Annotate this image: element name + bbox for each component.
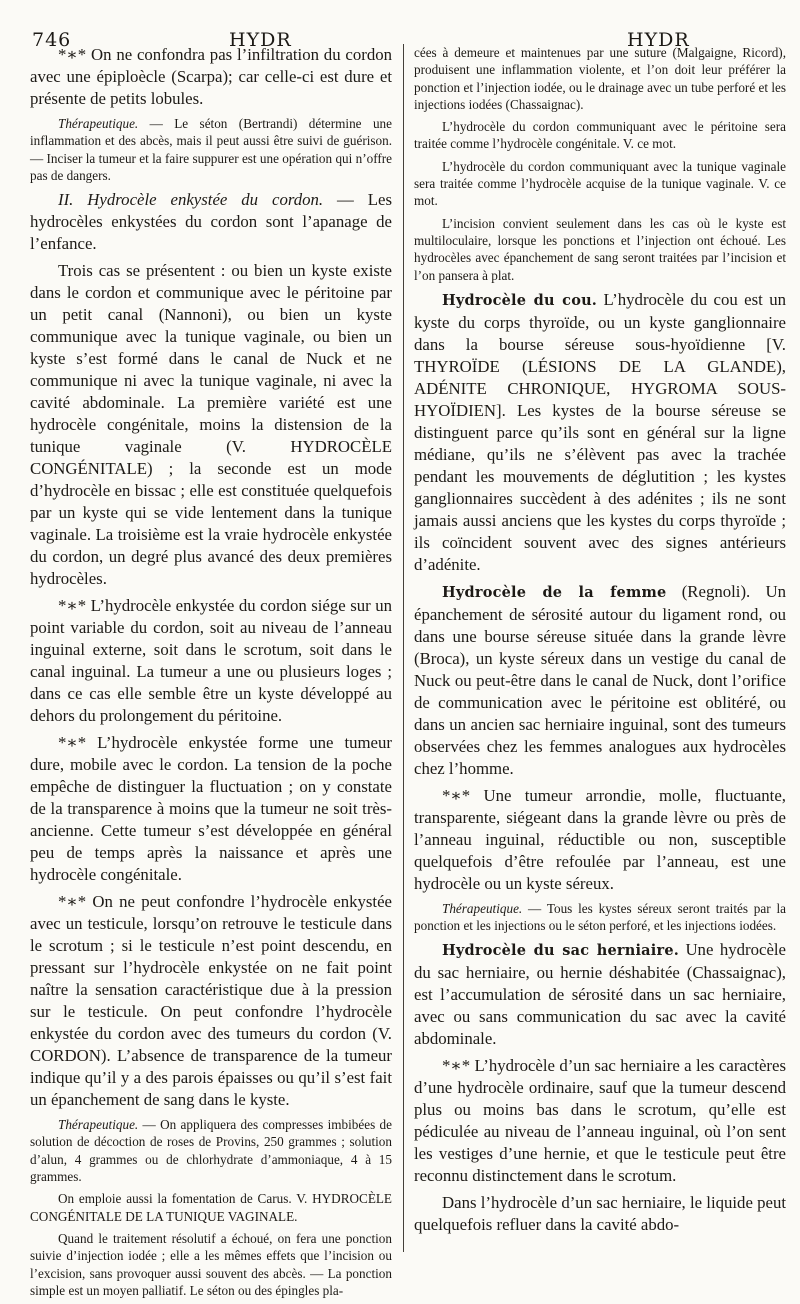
- paragraph: [414, 158, 786, 210]
- paragraph: [414, 289, 786, 576]
- paragraph: [414, 118, 786, 153]
- paragraph-text: — On appliquera des compresses imbibées de solution de décoction de roses de Provins, 250 grammes ; solution d’alun, 4 grammes ou de chlorhydrate d’ammoniaque, 4 à 15 grammes.: [30, 1117, 392, 1185]
- paragraph: [414, 900, 786, 935]
- paragraph-text: *∗* On ne confondra pas l’infiltration du cordon avec une épiploècle (Scarpa); car celle-ci est dure et présente de petits lobules.: [30, 45, 392, 108]
- paragraph-text: Une hydrocèle du sac herniaire, ou hernie déshabitée (Chassaignac), est l’accumulation de sérosité dans un sac herniaire, avec ou sans communication du sac avec la cavité abdominale.: [414, 940, 787, 1049]
- paragraph-text: — Le séton (Bertrandi) détermine une inflammation et des abcès, mais il peut aussi être suivi de guérison.— Inciser la tumeur et la faire suppurer est une opération qui n’offre pas de dangers.: [30, 116, 392, 183]
- paragraph: [30, 189, 392, 255]
- running-header: [24, 14, 786, 51]
- paragraph-text: cées à demeure et maintenues par une suture (Malgaigne, Ricord), produisent une inflammation violente, et l’on doit leur préférer la ponction et l’injection iodée, ou le drainage avec un tube perforé et les injections iodées (Chassaignac).: [414, 45, 786, 112]
- paragraph-text: *∗* L’hydrocèle enkystée forme une tumeur dure, mobile avec le cordon. La tension de la poche empêche de distinguer la fluctuation ; on y constate de la transparence à moins que la tumeur ne soit très-ancienne. Cette tumeur s’est développée en général peu de temps après la naissance et après une hydrocèle congénitale.: [30, 733, 392, 885]
- paragraph-text: Quand le traitement résolutif a échoué, on fera une ponction suivie d’injection iodée ; elle a les mêmes effets que l’incision ou l’excision, sans provoquer aussi souvent des abcès. — La ponction simple est un moyen palliatif. Le séton ou des épingles pla-: [30, 1230, 392, 1298]
- paragraph: [30, 1190, 392, 1225]
- paragraph-text: — Les hydrocèles enkystées du cordon sont l’apanage de l’enfance.: [30, 190, 392, 254]
- section-label: Thérapeutique.: [442, 900, 523, 916]
- paragraph-text: *∗* Une tumeur arrondie, molle, fluctuante, transparente, siégeant dans la grande lèvre ou près de l’anneau inguinal, réductible ou non, susceptible quelquefois d’être refoulée par l’anneau, est une hydrocèle ou un kyste séreux.: [414, 785, 786, 893]
- paragraph: [414, 1192, 786, 1236]
- paragraph: [30, 732, 392, 886]
- paragraph-text: L’hydrocèle du cordon communiquant avec la tunique vaginale sera traitée comme l’hydrocèle acquise de la tunique vaginale. V. ce mot.: [414, 158, 786, 209]
- paragraph: [414, 1055, 786, 1187]
- column-divider: [403, 44, 404, 1252]
- paragraph: [30, 595, 392, 727]
- paragraph: [414, 939, 786, 1050]
- paragraph-text: *∗* L’hydrocèle enkystée du cordon siége sur un point variable du cordon, soit au niveau de l’anneau inguinal externe, soit dans le scrotum, soit dans le canal inguinal. La tumeur a une ou plusieurs loges ; dans ce cas elle semble être un kyste développé au dehors du prolongement du péritoine.: [30, 596, 392, 726]
- header-title-right: HYDR: [627, 29, 690, 51]
- paragraph-text: L’hydrocèle du cou est un kyste du corps thyroïde, ou un kyste ganglionnaire dans la bourse séreuse sous-hyoïdienne [V. THYROÏDE (LÉSIONS DE LA GLANDE), ADÉNITE CHRONIQUE, HYGROMA SOUS-HYOÏDIEN]. Les kystes de la bourse séreuse se distinguent parce qu’ils sont en général sur la ligne médiane, qu’ils ne s’élèvent pas avec la trachée pendant les mouvements de déglutition ; les kystes ganglionnaires succèdent à des adénites ; ils ne sont jamais aussi anciens que les kystes du corps thyroïde ; ils coïncident souvent avec des signes antérieurs d’adénite.: [414, 289, 786, 574]
- paragraph-text: L’incision convient seulement dans les cas où le kyste est multiloculaire, lorsque les ponctions et l’injection ont échoué. Les hydrocèles avec épanchement de sang seront traitées par l’incision et l’on pansera à plat.: [414, 215, 786, 283]
- paragraph: [30, 115, 392, 184]
- section-label: Thérapeutique.: [58, 116, 139, 131]
- paragraph-text: On emploie aussi la fomentation de Carus. V. HYDROCÈLE CONGÉNITALE DE LA TUNIQUE VAGINALE.: [30, 1191, 392, 1224]
- header-title-left: HYDR: [229, 29, 292, 51]
- paragraph: [30, 44, 392, 110]
- paragraph: [30, 260, 392, 590]
- paragraph-text: Dans l’hydrocèle d’un sac herniaire, le liquide peut quelquefois refluer dans la cavité abdo-: [414, 1193, 786, 1235]
- section-label: II. Hydrocèle enkystée du cordon.: [58, 190, 324, 210]
- paragraph-text: Trois cas se présentent : ou bien un kyste existe dans le cordon et communique avec le péritoine par un petit canal (Nannoni), ou bien un kyste communique avec la tunique vaginale, ou bien un kyste s’est formé dans le canal de Nuck et ne communique ni avec la tunique vaginale, ni avec la cavité abdominale. La première variété est une hydrocèle congénitale, moins la distension de la tunique vaginale (V. HYDROCÈLE CONGÉNITALE) ; la seconde est un mode d’hydrocèle en bissac ; elle est constituée quelquefois par un kyste qui se vide lentement dans la tunique vaginale. La troisième est la vraie hydrocèle enkystée du cordon, un degré plus avancé des deux premières hydrocèles.: [30, 261, 392, 589]
- paragraph-text: *∗* On ne peut confondre l’hydrocèle enkystée avec un testicule, lorsqu’on retrouve le testicule dans le scrotum ; si le testicule n’est point descendu, en pressant sur l’hydrocèle enkystée on ne fait point naître la sensation caractéristique due à la pression sur le testicule. On peut confondre l’hydrocèle enkystée du cordon avec des tumeurs du cordon (V. CORDON). L’absence de transparence de la tumeur indique qu’il y a des parois épaisses ou qu’il s’est fait un épanchement de sang dans le kyste.: [30, 892, 392, 1110]
- paragraph: [30, 891, 392, 1111]
- paragraph: [414, 44, 786, 113]
- left-column: [30, 44, 392, 1304]
- page-number: 746: [32, 29, 72, 51]
- paragraph: [414, 785, 786, 895]
- paragraph-text: L’hydrocèle du cordon communiquant avec le péritoine sera traitée comme l’hydrocèle congénitale. V. ce mot.: [414, 119, 786, 152]
- entry-heading: Hydrocèle du cou.: [442, 291, 598, 309]
- paragraph-text: (Regnoli). Un épanchement de sérosité autour du ligament rond, ou dans une bourse séreuse située dans la grande lèvre (Broca), un kyste séreux dans un vestige du canal de Nuck ou peut-être dans le canal de Nuck, dont l’orifice de communication avec le péritoine est oblitéré, ou dans un ancien sac herniaire inguinal, sont des tumeurs observées chez les femmes analogues aux hydrocèles chez l’homme.: [414, 581, 786, 778]
- entry-heading: Hydrocèle du sac herniaire.: [442, 942, 679, 960]
- paragraph-text: *∗* L’hydrocèle d’un sac herniaire a les caractères d’une hydrocèle ordinaire, sauf que la tumeur descend plus ou moins bas dans le scrotum, qu’elle est pédiculée au niveau de l’anneau inguinal, où l’on sent les vestiges d’une hernie, et que le testicule peut être reconnu distinctement dans le scrotum.: [414, 1056, 786, 1186]
- paragraph-text: — Tous les kystes séreux seront traités par la ponction et les injections ou le séton perforé, et les injections iodées.: [414, 900, 786, 934]
- paragraph: [30, 1116, 392, 1185]
- paragraph: [30, 1230, 392, 1299]
- paragraph: [414, 215, 786, 284]
- paragraph: [414, 581, 786, 780]
- section-label: Thérapeutique.: [58, 1117, 139, 1133]
- right-column: [414, 44, 786, 1241]
- entry-heading: Hydrocèle de la femme: [442, 583, 667, 601]
